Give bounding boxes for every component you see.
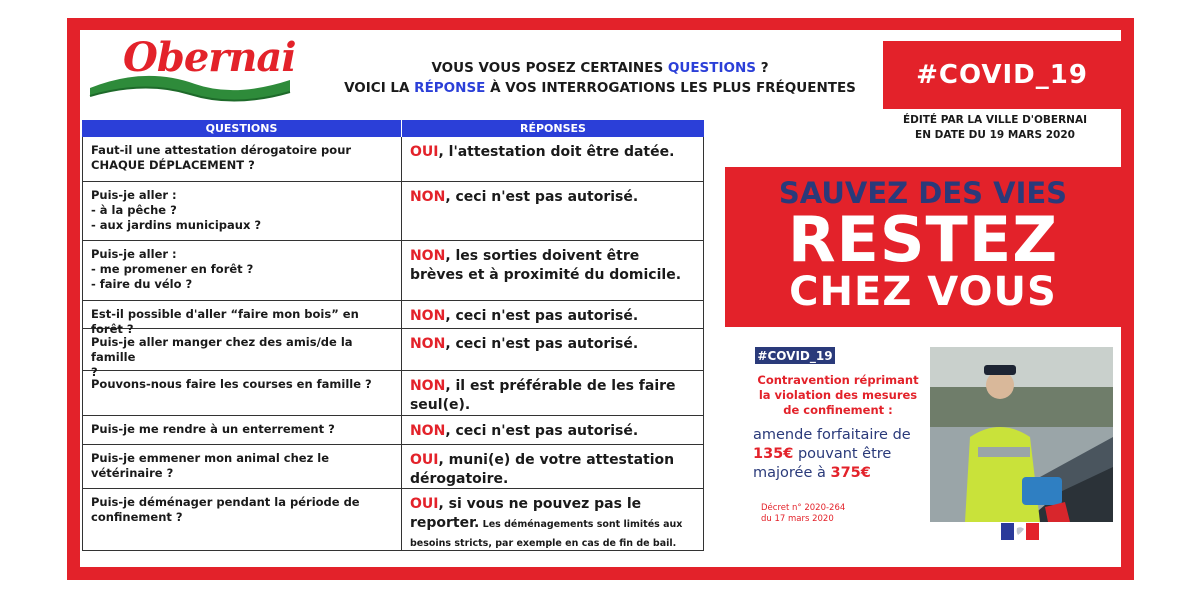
logo-text: Obernai	[123, 34, 296, 81]
answer-text: , ceci n'est pas autorisé.	[445, 308, 639, 324]
question-cell	[83, 182, 402, 240]
question-cell	[83, 301, 402, 336]
answer-cell	[402, 371, 703, 415]
banner-line-3: CHEZ VOUS	[789, 269, 1057, 315]
intro-text	[300, 58, 900, 98]
question-line: Pouvons-nous faire les courses en famille ?	[91, 377, 372, 391]
table-row	[82, 416, 704, 445]
fine-info	[753, 373, 923, 525]
edited-by: ÉDITÉ PAR LA VILLE D'OBERNAI EN DATE DU 19 MARS 2020	[902, 114, 1088, 141]
gendarme-checkpoint-photo	[930, 347, 1113, 522]
answer-text: , les sorties doivent être brèves et à proximité du domicile.	[409, 248, 682, 283]
header-questions: QUESTIONS	[82, 120, 402, 137]
question-line: Puis-je emmener mon animal chez le	[91, 451, 330, 465]
answer-keyword: OUI	[409, 452, 439, 468]
intro-line-1: VOUS VOUS POSEZ CERTAINES QUESTIONS ?	[431, 60, 769, 76]
answer-cell	[402, 416, 703, 444]
table-row	[82, 489, 704, 551]
question-line: - faire du vélo ?	[91, 277, 193, 291]
banner-line-2: RESTEZ	[787, 203, 1059, 276]
question-line: vétérinaire ?	[91, 466, 174, 480]
answer-keyword: NON	[409, 378, 446, 394]
table-row	[82, 445, 704, 489]
fine-amount-text: amende forfaitaire de 135€ pouvant être majorée à 375€	[753, 427, 911, 481]
table-header	[82, 120, 704, 137]
answer-keyword: NON	[409, 308, 446, 324]
answer-text: , il est préférable de les faire seul(e).	[409, 378, 676, 413]
question-cell	[83, 371, 402, 415]
question-line: ?	[91, 365, 98, 379]
answer-note: Les déménagements sont limités aux besoins stricts, par exemple en cas de fin de bail.	[409, 519, 683, 549]
stay-home-banner	[725, 167, 1121, 327]
answer-text: , si vous ne pouvez pas le reporter.	[409, 496, 642, 531]
decree-ref: Décret n° 2020-264 du 17 mars 2020	[761, 503, 846, 524]
table-row	[82, 241, 704, 301]
table-row	[82, 371, 704, 416]
covid-hashtag-banner: #COVID_19	[883, 41, 1121, 109]
intro-line-2: VOICI LA RÉPONSE À VOS INTERROGATIONS LES PLUS FRÉQUENTES	[344, 80, 856, 96]
answer-keyword: NON	[409, 248, 446, 264]
answer-cell	[402, 489, 703, 550]
answer-text: , l'attestation doit être datée.	[438, 144, 675, 160]
question-line: - à la pêche ?	[91, 203, 177, 217]
question-cell	[83, 137, 402, 181]
table-row	[82, 137, 704, 182]
question-line: Est-il possible d'aller “faire mon bois” en forêt ?	[91, 307, 359, 336]
table-row	[82, 182, 704, 241]
question-line: Puis-je aller manger chez des amis/de la famille	[91, 335, 353, 364]
question-cell	[83, 489, 402, 550]
answer-cell	[402, 301, 703, 328]
answer-text: , muni(e) de votre attestation dérogatoire.	[409, 452, 675, 487]
question-line: - aux jardins municipaux ?	[91, 218, 262, 232]
table-row	[82, 301, 704, 336]
banner-line-1: SAUVEZ DES VIES	[778, 176, 1068, 210]
answer-keyword: NON	[409, 423, 446, 439]
question-line: Puis-je aller :	[91, 188, 177, 202]
question-cell	[83, 416, 402, 444]
faq-table	[82, 120, 704, 551]
question-cell	[83, 329, 402, 379]
question-cell	[83, 241, 402, 300]
answer-cell	[402, 329, 703, 370]
header-answers: RÉPONSES	[520, 122, 586, 135]
answer-keyword: OUI	[409, 144, 439, 160]
french-republic-logo	[1001, 523, 1039, 540]
answer-cell	[402, 445, 703, 488]
question-line: Puis-je aller :	[91, 247, 177, 261]
answer-text: , ceci n'est pas autorisé.	[445, 336, 639, 352]
table-row	[82, 329, 704, 379]
fine-title: Contravention réprimant la violation des mesures de confinement :	[757, 373, 919, 417]
question-cell	[83, 445, 402, 488]
answer-cell	[402, 137, 703, 181]
question-line: Faut-il une attestation dérogatoire pour	[91, 143, 352, 157]
question-line: Puis-je me rendre à un enterrement ?	[91, 422, 335, 436]
answer-cell	[402, 182, 703, 240]
answer-keyword: OUI	[409, 496, 439, 512]
answer-text: , ceci n'est pas autorisé.	[445, 189, 639, 205]
answer-keyword: NON	[409, 189, 446, 205]
question-line: CHAQUE DÉPLACEMENT ?	[91, 158, 255, 172]
question-line: Puis-je déménager pendant la période de	[91, 495, 360, 509]
question-line: - me promener en forêt ?	[91, 262, 254, 276]
answer-cell	[402, 241, 703, 300]
card-covid-tag: #COVID_19	[755, 347, 835, 364]
question-line: confinement ?	[91, 510, 183, 524]
answer-text: , ceci n'est pas autorisé.	[445, 423, 639, 439]
answer-keyword: NON	[409, 336, 446, 352]
